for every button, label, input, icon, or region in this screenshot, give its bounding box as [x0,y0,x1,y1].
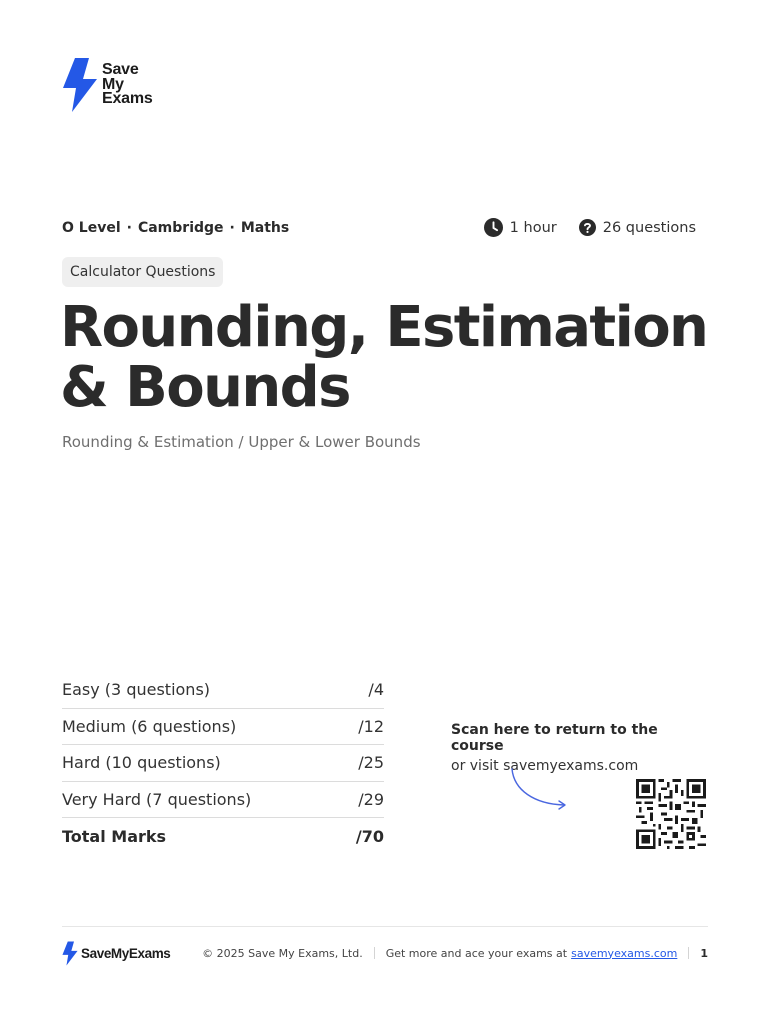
marks-row-easy [62,672,384,709]
breadcrumb [62,220,289,236]
total-marks-value: /70 [355,826,384,846]
lightning-bolt-icon [62,941,78,966]
footer-separator [688,947,689,959]
question-count [579,219,696,236]
duration-text: 1 hour [509,219,557,236]
brand-name-line-3: Exams [102,90,153,107]
marks-row-hard [62,745,384,782]
marks-row-medium [62,709,384,746]
marks-row-value: /29 [358,789,384,809]
breadcrumb-board: Cambridge [137,219,224,236]
marks-table [62,672,384,855]
page-number: 1 [700,946,708,960]
copyright-text: © 2025 Save My Exams, Ltd. [202,946,363,960]
footer-divider [62,926,708,927]
clock-icon [484,218,503,237]
marks-row-value: /25 [358,753,384,773]
page-title: Rounding, Estimation & Bounds [60,295,708,420]
footer-cta: Get more and ace your exams at [385,946,568,960]
breadcrumb-level: O Level [62,219,121,236]
duration [484,218,557,237]
marks-row-total [62,818,384,855]
brand-name-line-2: My [102,75,124,93]
marks-row-label: Hard (10 questions) [62,753,221,773]
scan-title: Scan here to return to the course [451,722,658,754]
curved-arrow-icon [508,766,572,812]
question-mark-icon [579,219,596,236]
total-marks-label: Total Marks [62,826,167,846]
marks-row-value: /12 [358,716,384,736]
breadcrumb-separator: · [126,219,132,236]
footer-info [202,947,708,960]
breadcrumb-separator: · [229,219,235,236]
footer [62,940,708,966]
meta-row [62,218,696,237]
category-tag: Calculator Questions [62,257,223,287]
scan-callout [451,722,711,774]
website-link[interactable]: savemyexams.com [571,946,678,960]
page-subtitle: Rounding & Estimation / Upper & Lower Bounds [62,433,421,451]
brand-logo [62,58,153,112]
marks-row-label: Very Hard (7 questions) [62,789,252,809]
marks-row-label: Easy (3 questions) [62,680,211,700]
scan-subtitle: or visit savemyexams.com [451,758,639,774]
marks-row-value: /4 [368,680,384,700]
lightning-bolt-icon [62,58,98,112]
marks-row-label: Medium (6 questions) [62,716,237,736]
brand-name-line-1: Save [102,61,139,78]
exam-meta [484,218,696,237]
marks-row-very-hard [62,782,384,819]
footer-logo [62,941,170,966]
question-count-text: 26 questions [602,219,696,236]
breadcrumb-subject: Maths [240,219,290,236]
footer-brand-name: SaveMyExams [81,945,171,961]
qr-code[interactable] [634,779,708,849]
brand-name [102,63,153,107]
footer-separator [374,947,375,959]
